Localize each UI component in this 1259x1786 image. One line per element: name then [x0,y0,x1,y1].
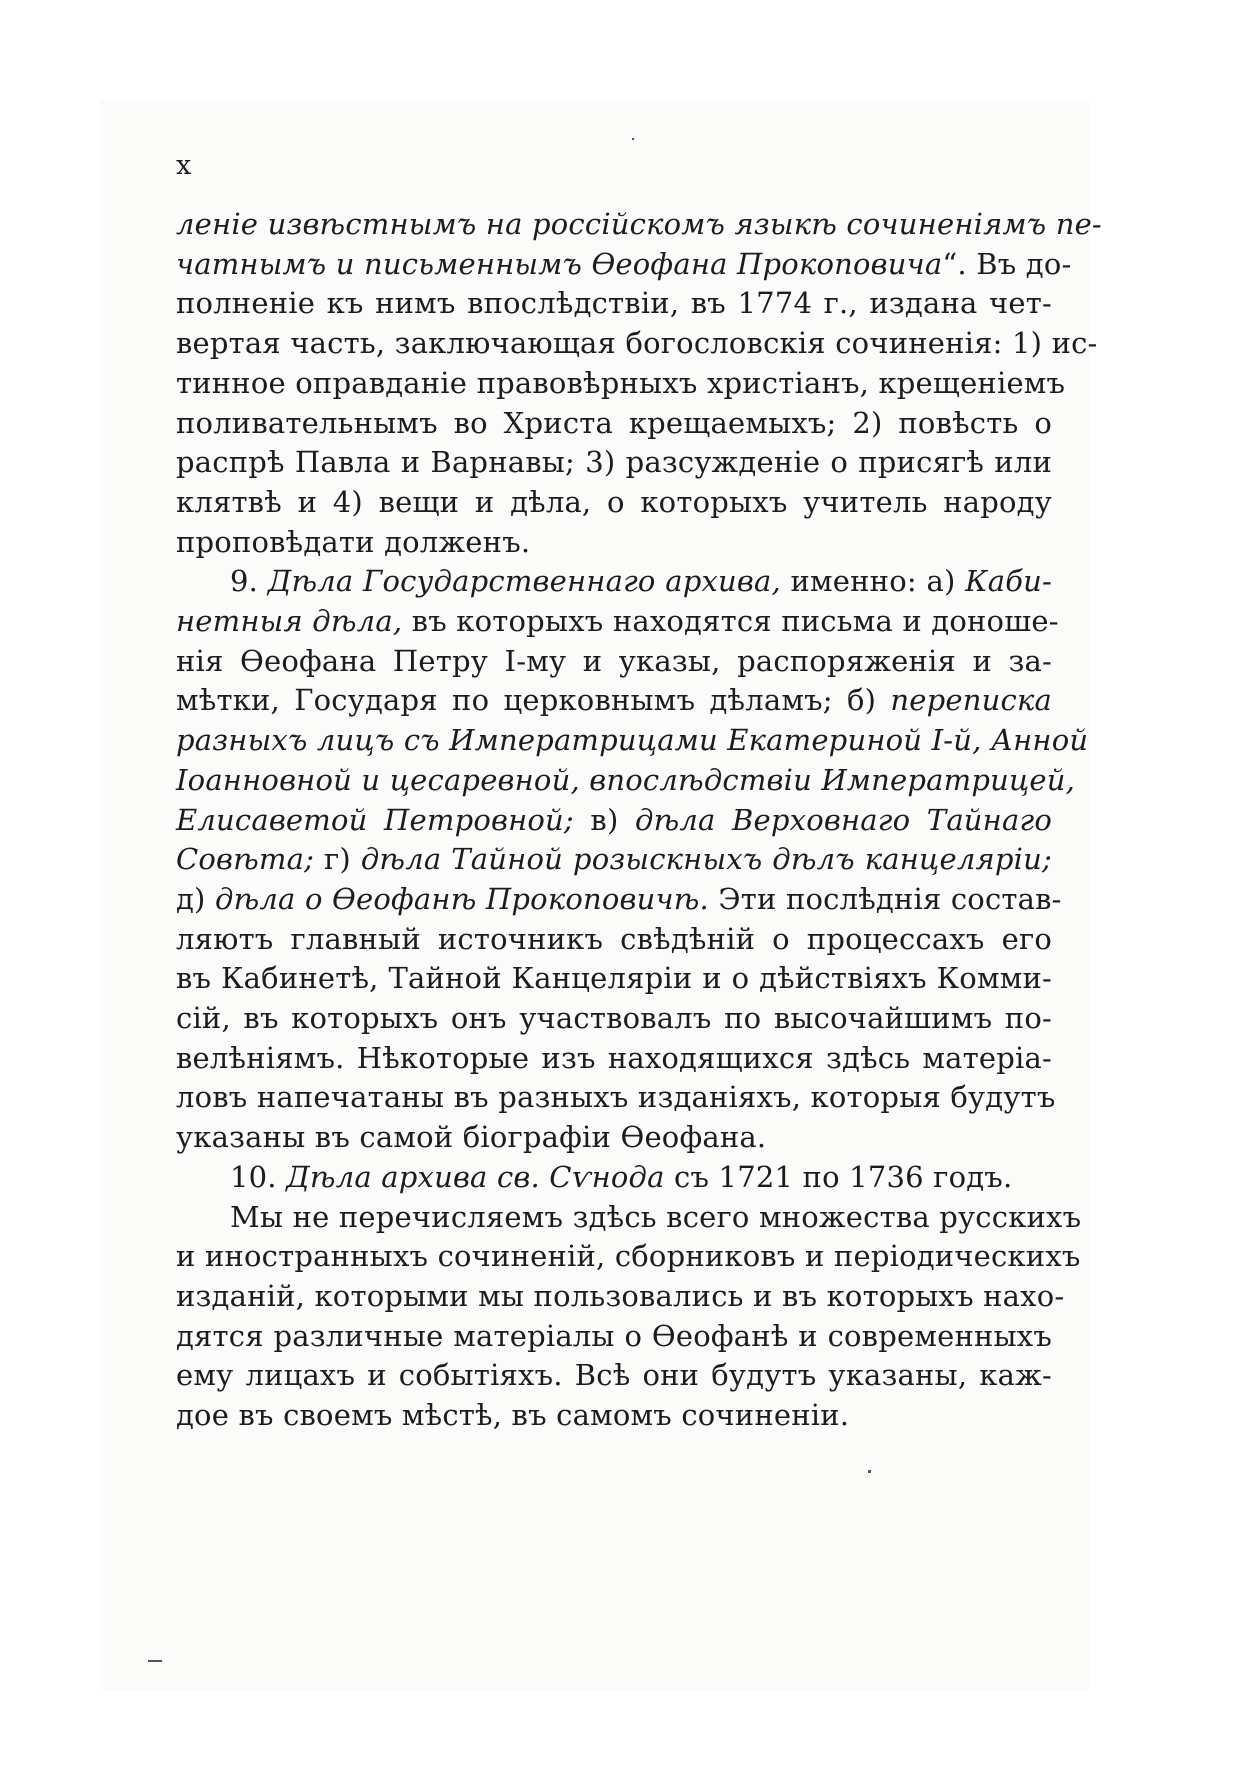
italic-run: разныхъ лицъ съ Императрицами Екатериной І-й, Анной [176,723,1089,758]
text-line [176,840,1052,880]
italic-run: дѣла Верховнаго Тайнаго [634,802,1052,837]
text-run: вертая часть, заключающая богословскія сочиненія: 1) ис- [176,326,1098,361]
scan-speck [148,1660,162,1662]
text-run: велѣніямъ. Нѣкоторые изъ находящихся здѣсь матеріа- [176,1040,1052,1075]
text-run: в) [573,802,635,837]
italic-run: Дѣла архива св. Сѵнода [286,1159,665,1194]
text-line [176,404,1052,444]
paragraph-closing [176,1198,1082,1436]
page-number: x [176,150,192,181]
text-line [176,1158,1052,1198]
paragraph-item-9 [176,562,1089,1158]
text-line [176,801,1052,841]
text-run: ляютъ главный источникъ свѣдѣній о процессахъ его [176,921,1052,956]
italic-run: переписка [890,683,1052,718]
text-line [176,602,1059,642]
text-line [176,364,1066,404]
text-run: 10. [230,1159,287,1194]
scan-speck [632,138,634,140]
text-line [176,483,1052,523]
page-body [176,205,1102,1436]
text-line [176,681,1052,721]
text-run: сій, въ которыхъ онъ участвовалъ по высочайшимъ по- [176,1001,1052,1036]
text-run: “. Въ до- [942,246,1072,281]
text-run: г) [314,842,361,877]
text-run: дое въ своемъ мѣстѣ, въ самомъ сочиненіи. [176,1398,850,1433]
text-line [176,1237,1081,1277]
paragraph-continuation [176,205,1102,562]
text-line [176,1198,1082,1238]
text-line [176,245,1072,285]
text-run: въ Кабинетѣ, Тайной Канцеляріи и о дѣйствіяхъ Комми- [176,961,1052,996]
text-run: и иностранныхъ сочиненій, сборниковъ и періодическихъ [176,1239,1081,1274]
text-run: въ которыхъ находятся письма и доноше- [402,604,1059,639]
italic-run: дѣла о Ѳеофанѣ Прокоповичѣ. [215,881,709,916]
italic-run: Елисаветой Петровной; [176,802,574,837]
text-run: мѣтки, Государя по церковнымъ дѣламъ; б) [176,683,891,718]
text-line [176,284,1052,324]
italic-run: Совѣта; [176,842,315,877]
text-line [176,761,1076,801]
text-line [176,1396,1052,1436]
text-run: клятвѣ и 4) вещи и дѣла, о которыхъ учитель народу [176,484,1052,519]
text-run: д) [176,881,215,916]
text-run: распрѣ Павла и Варнавы; 3) разсужденіе о присягѣ или [176,445,1052,480]
italic-run: нетныя дѣла, [176,604,403,639]
italic-run: дѣла Тайной розыскныхъ дѣлъ канцеляріи; [360,842,1053,877]
text-run: проповѣдати долженъ. [176,524,531,559]
text-run: полненіе къ нимъ впослѣдствіи, въ 1774 г., издана чет- [176,286,1052,321]
text-line [176,721,1089,761]
text-run: Мы не перечисляемъ здѣсь всего множества русскихъ [230,1199,1082,1234]
text-line [176,205,1102,245]
text-run: тинное оправданіе правовѣрныхъ христіанъ, крещеніемъ [176,365,1066,400]
text-line [176,880,1062,920]
text-line [176,324,1098,364]
text-line [176,642,1052,682]
text-line [176,1078,1056,1118]
italic-run: леніе извѣстнымъ на россійскомъ языкѣ сочиненіямъ пе- [176,207,1102,241]
text-line [176,562,1052,602]
text-run: именно: а) [780,564,966,599]
text-run: съ 1721 по 1736 годъ. [664,1159,1013,1194]
text-run: поливательнымъ во Христа крещаемыхъ; 2) повѣсть о [176,405,1052,440]
text-run: ловъ напечатаны въ разныхъ изданіяхъ, которыя будутъ [176,1080,1056,1115]
italic-run: Дѣла Государственнаго архива, [267,564,781,599]
text-line [176,1039,1052,1079]
italic-run: чатнымъ и письменнымъ Ѳеофана Прокоповича [176,246,943,281]
text-run: нія Ѳеофана Петру І-му и указы, распоряженія и за- [176,643,1052,678]
scan-speck [868,1470,871,1473]
text-line [176,999,1052,1039]
italic-run: Іоанновной и цесаревной, впослѣдствіи Императрицей, [176,762,1076,797]
italic-run: Каби- [965,564,1053,599]
text-line [176,920,1052,960]
text-run: Эти послѣднія состав- [708,881,1062,916]
text-line [176,1317,1052,1357]
text-line [176,959,1052,999]
paragraph-item-10 [176,1158,1052,1198]
text-run: 9. [230,564,268,599]
text-run: указаны въ самой біографіи Ѳеофана. [176,1120,767,1155]
text-run: изданій, которыми мы пользовались и въ которыхъ нахо- [176,1278,1065,1313]
text-line [176,1277,1065,1317]
text-line [176,443,1052,483]
text-line [176,1356,1052,1396]
text-line [176,1118,1052,1158]
text-run: дятся различные матеріалы о Ѳеофанѣ и современныхъ [176,1318,1052,1353]
text-run: ему лицахъ и событіяхъ. Всѣ они будутъ указаны, каж- [176,1358,1052,1393]
text-line [176,523,1052,563]
